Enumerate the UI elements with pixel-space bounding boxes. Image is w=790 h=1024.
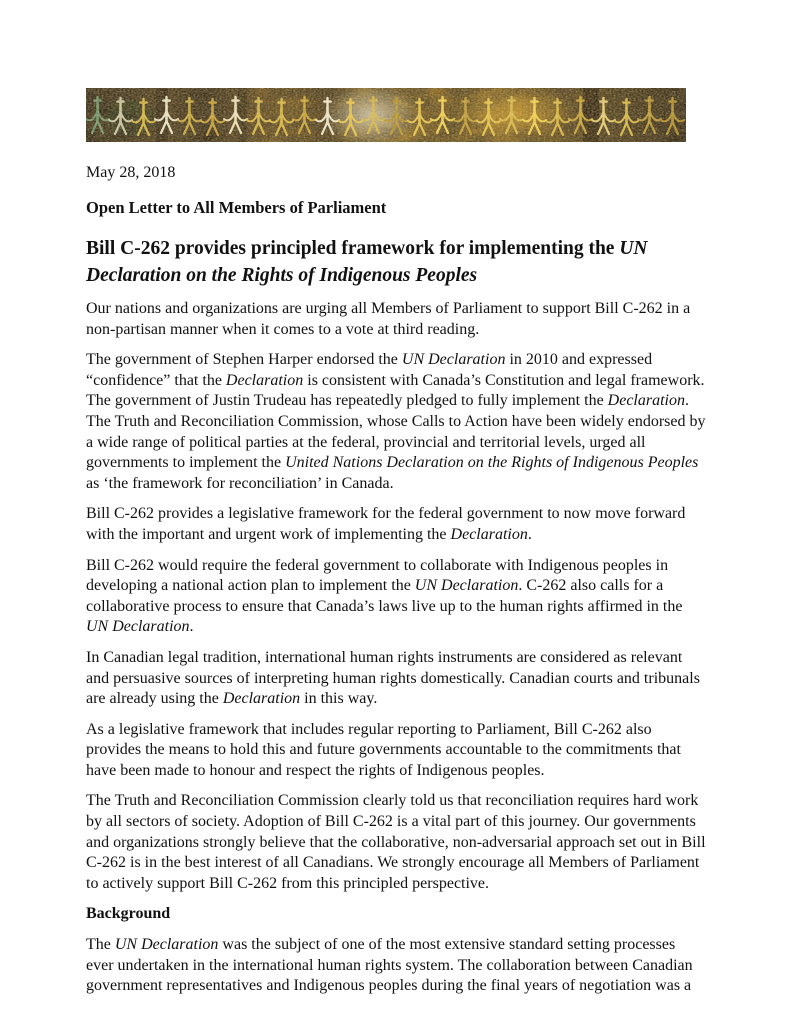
paragraph: In Canadian legal tradition, international human rights instruments are considered as relevant and persuasive sources of interpreting human rights domestically. Canadian courts and tribunals are already using the Declaration in this way. [86, 648, 700, 708]
paragraph: The Truth and Reconciliation Commission clearly told us that reconciliation requires hard work by all sectors of society. Adoption of Bill C-262 is a vital part of this journey. Our governments and organizations strongly believe that the collaborative, non-adversarial approach set out in Bill C-262 is in the best interest of all Canadians. We strongly encourage all Members of Parliament to actively support Bill C-262 from this principled perspective. [86, 792, 706, 892]
letter-title: Bill C-262 provides principled framework for implementing the UN Declaration on the Rights of Indigenous Peoples [86, 238, 648, 286]
paragraph: Our nations and organizations are urging all Members of Parliament to support Bill C-262 in a non-partisan manner when it comes to a vote at third reading. [86, 300, 691, 338]
paragraph: The UN Declaration was the subject of one of the most extensive standard setting processes ever undertaken in the international human rights system. The collaboration between Canadian government representatives and Indigenous peoples during the final years of negotiation was a [86, 936, 693, 995]
letter-date: May 28, 2018 [86, 164, 176, 181]
paragraph: The government of Stephen Harper endorsed the UN Declaration in 2010 and expressed “confidence” that the Declaration is consistent with Canada’s Constitution and legal framework. The government of Justin Trudeau has repeatedly pledged to fully implement the Declaration. The Truth and Reconciliation Commission, whose Calls to Action have been widely endorsed by a wide range of political parties at the federal, provincial and territorial levels, urged all governments to implement the United Nations Declaration on the Rights of Indigenous Peoples as ‘the framework for reconciliation’ in Canada. [86, 351, 706, 492]
banner-art [86, 88, 686, 142]
section-heading: Background [86, 905, 171, 923]
banner-image [86, 88, 686, 142]
paragraph: Bill C-262 would require the federal government to collaborate with Indigenous peoples in developing a national action plan to implement the UN Declaration. C-262 also calls for a collaborative process to ensure that Canada’s laws live up to the human rights affirmed in the UN Declaration. [86, 556, 683, 636]
paragraph: As a legislative framework that includes regular reporting to Parliament, Bill C-262 also provides the means to hold this and future governments accountable to the commitments that have been made to honour and respect the rights of Indigenous peoples. [86, 720, 681, 779]
letter-body [86, 299, 706, 997]
letter-heading: Open Letter to All Members of Parliament [86, 198, 387, 217]
paragraph: Bill C-262 provides a legislative framework for the federal government to now move forward with the important and urgent work of implementing the Declaration. [86, 505, 686, 543]
